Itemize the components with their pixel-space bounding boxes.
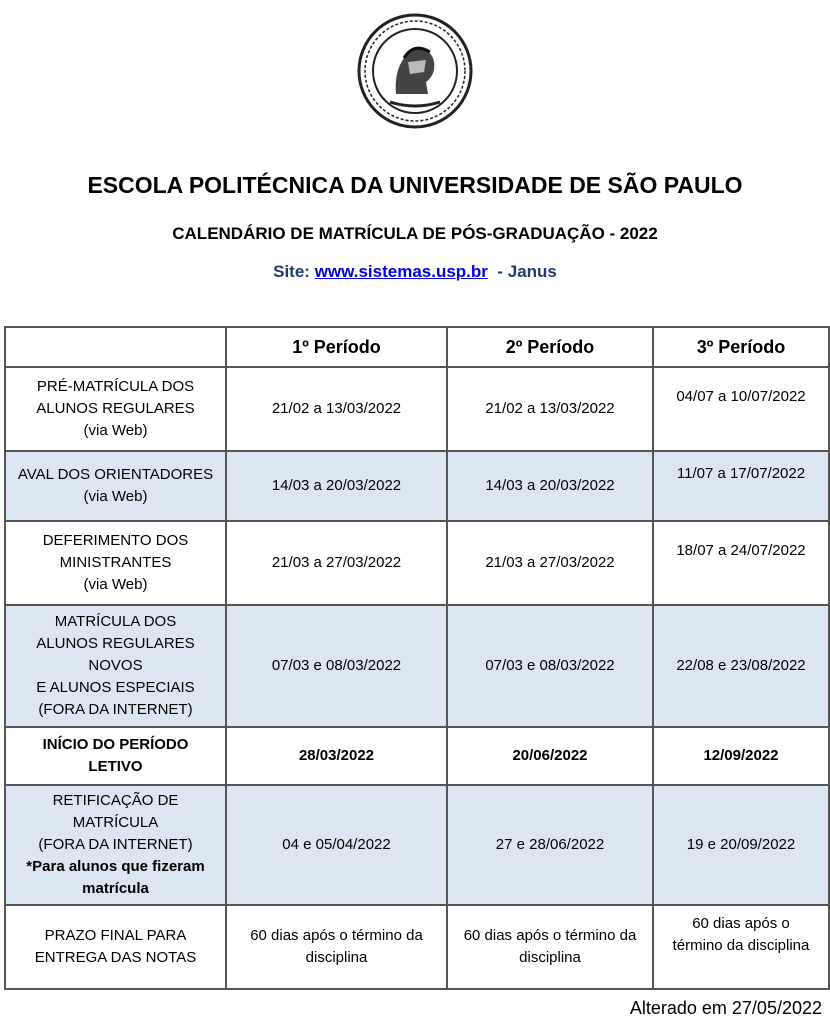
period-2-date: 27 e 28/06/2022	[447, 785, 653, 905]
table-row	[5, 727, 829, 785]
table-header-row	[5, 327, 829, 367]
row-label: RETIFICAÇÃO DE MATRÍCULA (FORA DA INTERNET) *Para alunos que fizeram matrícula	[5, 785, 226, 905]
enrollment-calendar-table	[4, 326, 830, 990]
period-2-date: 14/03 a 20/03/2022	[447, 451, 653, 521]
period-3-deadline: 60 dias após o término da disciplina	[653, 905, 829, 989]
period-3-date: 18/07 a 24/07/2022	[653, 521, 829, 605]
site-suffix: - Janus	[497, 262, 557, 281]
period-1-date: 07/03 e 08/03/2022	[226, 605, 447, 727]
header-period-3: 3º Período	[653, 327, 829, 367]
period-1-deadline: 60 dias após o término da disciplina	[226, 905, 447, 989]
header-period-1: 1º Período	[226, 327, 447, 367]
table-row	[5, 451, 829, 521]
site-label: Site:	[273, 262, 310, 281]
table-row	[5, 521, 829, 605]
row-note: matrícula	[82, 880, 149, 897]
row-label: AVAL DOS ORIENTADORES (via Web)	[5, 451, 226, 521]
table-row	[5, 785, 829, 905]
period-3-date: 12/09/2022	[653, 727, 829, 785]
site-line	[0, 262, 830, 282]
period-1-date: 04 e 05/04/2022	[226, 785, 447, 905]
escola-politecnica-seal-icon	[356, 12, 474, 130]
period-2-date: 20/06/2022	[447, 727, 653, 785]
row-note: *Para alunos que fizeram	[26, 858, 205, 875]
period-2-date: 21/02 a 13/03/2022	[447, 367, 653, 451]
period-1-date: 14/03 a 20/03/2022	[226, 451, 447, 521]
table-row	[5, 905, 829, 989]
altered-date: Alterado em 27/05/2022	[629, 998, 822, 1018]
period-1-date: 28/03/2022	[226, 727, 447, 785]
header-empty-cell	[5, 327, 226, 367]
calendar-subtitle: CALENDÁRIO DE MATRÍCULA DE PÓS-GRADUAÇÃO - 2022	[172, 224, 658, 243]
period-3-date: 19 e 20/09/2022	[653, 785, 829, 905]
school-title: ESCOLA POLITÉCNICA DA UNIVERSIDADE DE SÃO PAULO	[87, 172, 743, 198]
site-link[interactable]: www.sistemas.usp.br	[314, 262, 488, 281]
period-3-date: 11/07 a 17/07/2022	[653, 451, 829, 521]
row-label: PRÉ-MATRÍCULA DOS ALUNOS REGULARES (via Web)	[5, 367, 226, 451]
period-3-date: 04/07 a 10/07/2022	[653, 367, 829, 451]
period-2-deadline: 60 dias após o término da disciplina	[447, 905, 653, 989]
header-period-2: 2º Período	[447, 327, 653, 367]
row-label: MATRÍCULA DOS ALUNOS REGULARES NOVOS E ALUNOS ESPECIAIS (FORA DA INTERNET)	[5, 605, 226, 727]
period-1-date: 21/03 a 27/03/2022	[226, 521, 447, 605]
table-row	[5, 605, 829, 727]
period-1-date: 21/02 a 13/03/2022	[226, 367, 447, 451]
period-2-date: 07/03 e 08/03/2022	[447, 605, 653, 727]
row-label: PRAZO FINAL PARA ENTREGA DAS NOTAS	[5, 905, 226, 989]
row-label: DEFERIMENTO DOS MINISTRANTES (via Web)	[5, 521, 226, 605]
table-row	[5, 367, 829, 451]
row-label: INÍCIO DO PERÍODO LETIVO	[5, 727, 226, 785]
period-2-date: 21/03 a 27/03/2022	[447, 521, 653, 605]
period-3-date: 22/08 e 23/08/2022	[653, 605, 829, 727]
